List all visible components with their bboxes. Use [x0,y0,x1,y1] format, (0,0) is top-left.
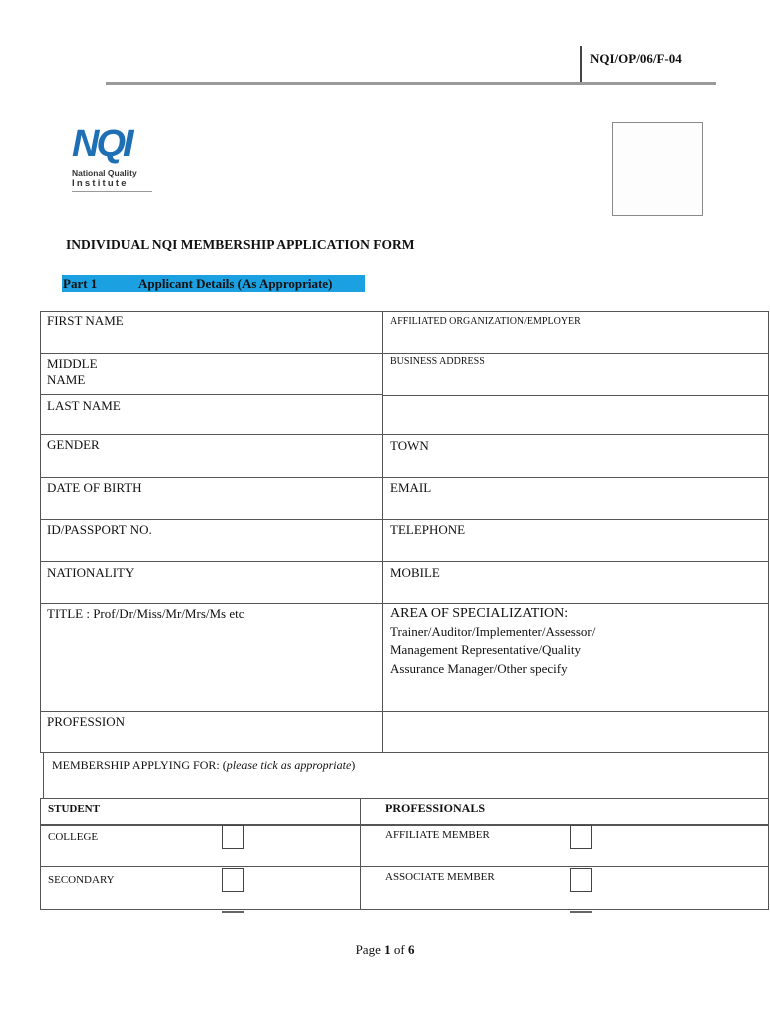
college-checkbox[interactable] [222,825,244,849]
sub-table-border-bottom [40,909,768,910]
gender-label: GENDER [47,437,100,452]
specialization-options-line-2: Management Representative/Quality [390,642,581,657]
middle-name-label-line-2: NAME [47,372,86,387]
specialization-heading: AREA OF SPECIALIZATION: [390,606,569,621]
professionals-header: PROFESSIONALS [385,801,486,815]
affiliate-member-label: AFFILIATE MEMBER [385,829,490,841]
town-label: TOWN [390,438,429,453]
document-reference: NQI/OP/06/F-04 [590,51,682,66]
college-label: COLLEGE [48,831,99,843]
table-border-left [40,311,41,753]
membership-label-text: MEMBERSHIP APPLYING FOR: ( [52,758,227,772]
profession-label: PROFESSION [47,714,126,729]
table-border-right [768,311,769,799]
telephone-label: TELEPHONE [390,522,466,537]
business-address-label: BUSINESS ADDRESS [390,356,485,367]
part-number: Part 1 [63,276,98,291]
row-divider [40,434,768,435]
row-divider [40,477,768,478]
first-name-label: FIRST NAME [47,313,124,328]
row-divider [40,866,768,867]
specialization-options-line-3: Assurance Manager/Other specify [390,661,568,676]
form-title: INDIVIDUAL NQI MEMBERSHIP APPLICATION FORM [66,237,415,252]
secondary-checkbox[interactable] [222,868,244,892]
associate-member-checkbox[interactable] [570,868,592,892]
email-label: EMAIL [390,480,432,495]
row-divider [40,519,768,520]
row-divider [40,603,768,604]
affiliate-member-checkbox[interactable] [570,825,592,849]
row-divider [40,394,383,395]
logo-tagline [72,191,152,197]
membership-border-left [43,753,44,799]
part-title: Applicant Details (As Appropriate) [138,276,333,291]
logo-line-2: Institute [72,178,129,189]
passport-photo-box [612,122,703,216]
specialization-options-line-1: Trainer/Auditor/Implementer/Assessor/ [390,624,596,639]
current-page: 1 [384,942,391,957]
middle-name-label-line-1: MIDDLE [47,356,98,371]
row-divider [40,752,768,753]
title-label: TITLE : Prof/Dr/Miss/Mr/Mrs/Ms etc [47,606,245,621]
table-column-divider [382,311,383,753]
doc-ref-divider [580,46,582,83]
table-border-top [40,311,768,312]
row-divider [382,395,768,396]
membership-label-end: ) [351,758,356,772]
nationality-label: NATIONALITY [47,565,135,580]
page-of: of [390,942,408,957]
total-pages: 6 [407,942,415,957]
page-number [0,942,770,958]
header-rule [106,82,716,85]
checkbox-fragment [222,911,244,913]
student-header: STUDENT [48,803,100,815]
membership-instruction: please tick as appropriate [226,758,352,772]
mobile-label: MOBILE [390,565,440,580]
checkbox-fragment [570,911,592,913]
logo-line-1: National Quality [72,168,137,178]
date-of-birth-label: DATE OF BIRTH [47,480,142,495]
last-name-label: LAST NAME [47,398,121,413]
nqi-logo [72,124,162,216]
row-divider [40,561,768,562]
sub-table-border-right [768,798,769,910]
id-passport-label: ID/PASSPORT NO. [47,522,152,537]
secondary-label: SECONDARY [48,874,115,886]
logo-mark: NQI [72,123,131,165]
sub-table-column-divider [360,798,361,910]
sub-table-border-left [40,798,41,910]
row-divider [40,711,768,712]
membership-label [52,756,355,774]
page-prefix: Page [355,942,385,957]
affiliated-organization-label: AFFILIATED ORGANIZATION/EMPLOYER [390,316,581,327]
associate-member-label: ASSOCIATE MEMBER [385,871,495,883]
